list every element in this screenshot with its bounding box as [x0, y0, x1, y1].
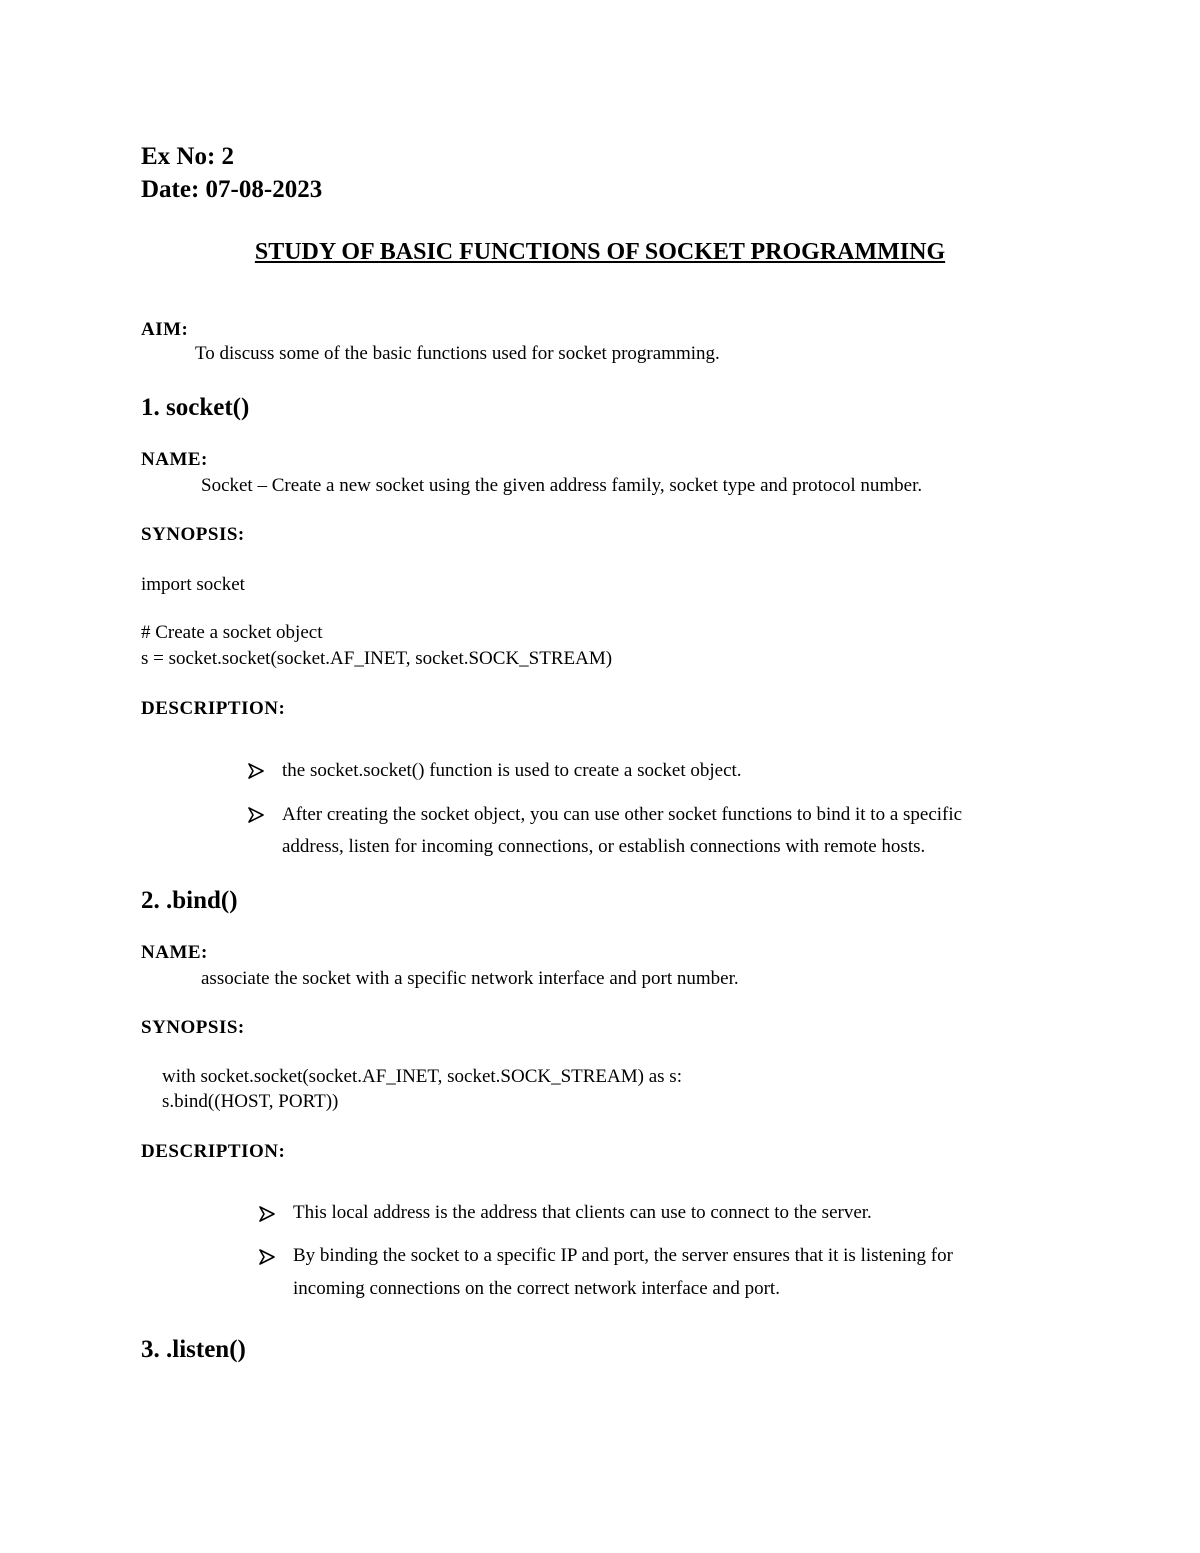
bullet-arrow-icon: [248, 763, 264, 779]
exercise-number: Ex No: 2: [141, 143, 235, 170]
section-1-synopsis-line: import socket: [141, 574, 245, 595]
section-2-synopsis-line: s.bind((HOST, PORT)): [162, 1091, 339, 1112]
section-2-name-label: NAME:: [141, 942, 208, 963]
aim-text: To discuss some of the basic functions used for socket programming.: [195, 343, 720, 364]
section-2-synopsis-line: with socket.socket(socket.AF_INET, socket.SOCK_STREAM) as s:: [162, 1066, 682, 1087]
section-heading-bind: 2. .bind(): [141, 887, 238, 914]
section-2-synopsis-label: SYNOPSIS:: [141, 1017, 245, 1038]
section-2-name-text: associate the socket with a specific network interface and port number.: [201, 968, 739, 989]
document-title: STUDY OF BASIC FUNCTIONS OF SOCKET PROGRAMMING: [254, 239, 946, 265]
section-1-bullet-continuation: address, listen for incoming connections, or establish connections with remote hosts.: [282, 836, 926, 857]
aim-label: AIM:: [141, 319, 189, 340]
section-1-synopsis-line: s = socket.socket(socket.AF_INET, socket.SOCK_STREAM): [141, 648, 613, 669]
section-2-bullet-continuation: incoming connections on the correct network interface and port.: [293, 1278, 780, 1299]
section-heading-socket: 1. socket(): [141, 394, 250, 421]
bullet-arrow-icon: [259, 1206, 275, 1222]
section-2-bullet: This local address is the address that clients can use to connect to the server.: [293, 1202, 872, 1223]
bullet-arrow-icon: [259, 1249, 275, 1265]
section-2-bullet: By binding the socket to a specific IP and port, the server ensures that it is listening for: [293, 1245, 953, 1266]
section-1-bullet: After creating the socket object, you can use other socket functions to bind it to a specific: [282, 804, 963, 825]
section-heading-listen: 3. .listen(): [141, 1336, 246, 1363]
section-1-synopsis-label: SYNOPSIS:: [141, 524, 245, 545]
section-1-synopsis-line: # Create a socket object: [141, 622, 323, 643]
bullet-arrow-icon: [248, 807, 264, 823]
exercise-date: Date: 07-08-2023: [141, 176, 323, 203]
section-1-name-label: NAME:: [141, 449, 208, 470]
section-1-name-text: Socket – Create a new socket using the given address family, socket type and protocol number.: [201, 475, 923, 496]
section-2-description-label: DESCRIPTION:: [141, 1141, 286, 1162]
section-1-bullet: the socket.socket() function is used to create a socket object.: [282, 760, 742, 781]
section-1-description-label: DESCRIPTION:: [141, 698, 286, 719]
